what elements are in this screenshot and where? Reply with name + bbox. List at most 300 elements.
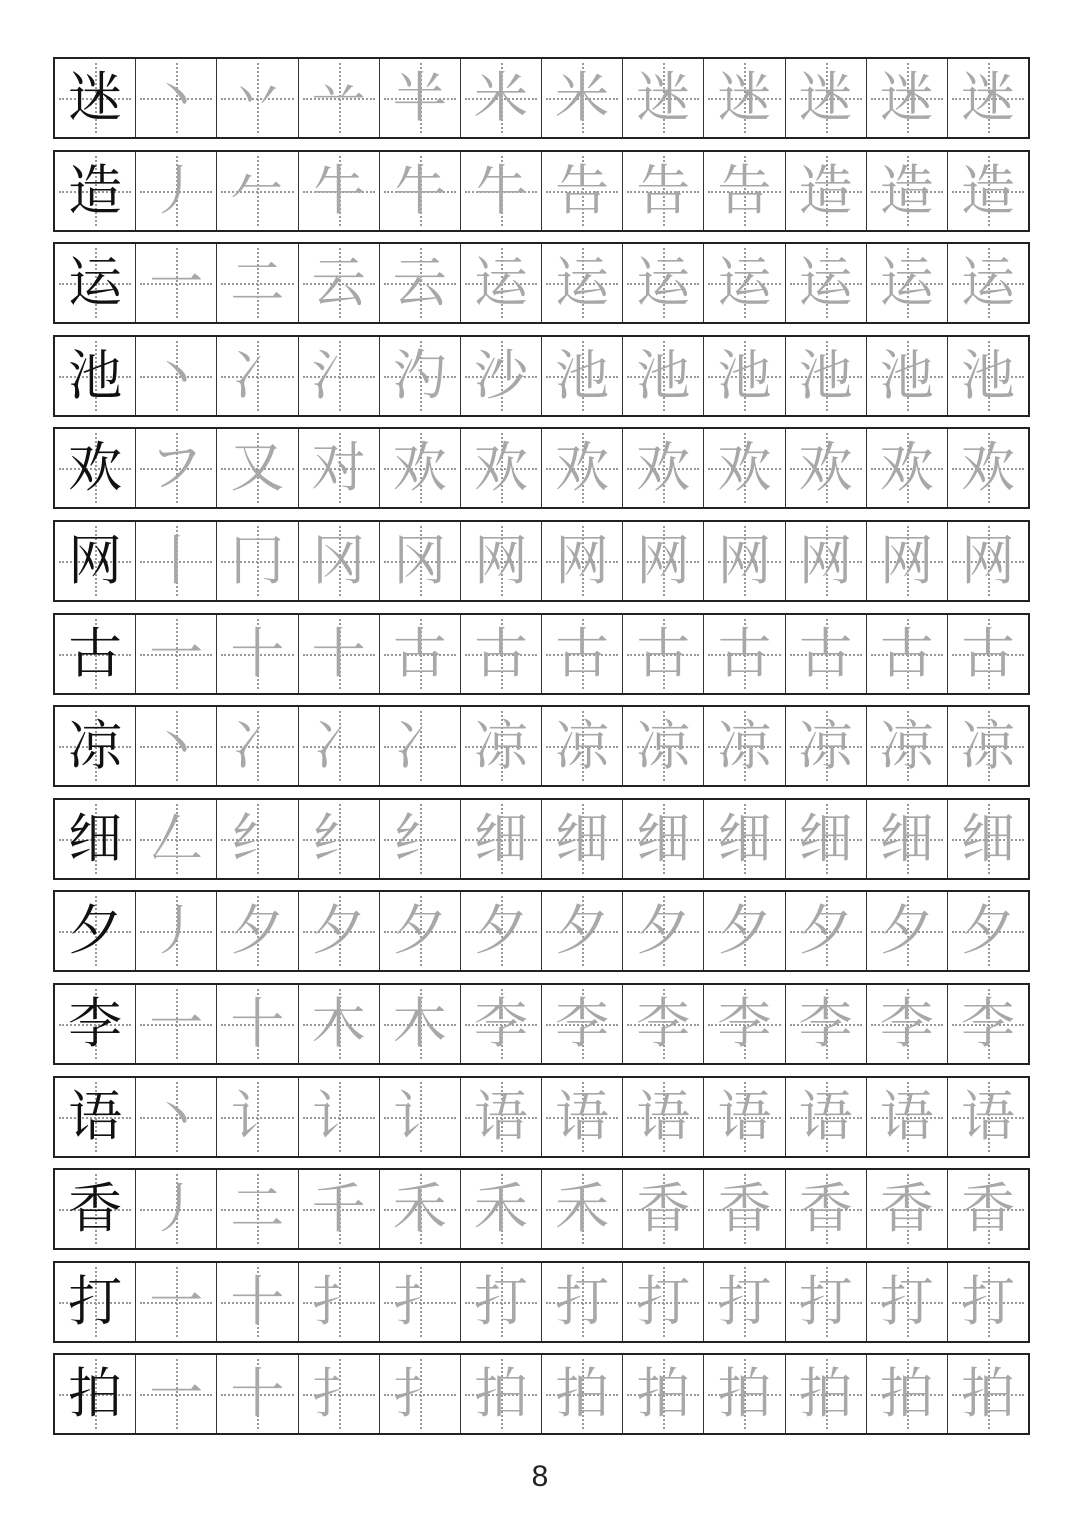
model-character: 欢 [68,436,123,500]
stroke-step-cell [135,800,216,878]
stroke-step-character: 䒑 [311,66,366,129]
stroke-step-cell [298,244,379,322]
stroke-step-character: 拍 [960,1362,1015,1426]
stroke-step-character: 打 [879,1269,934,1333]
stroke-step-character: 欢 [960,436,1015,500]
stroke-step-cell [947,152,1028,230]
stroke-step-cell [785,800,866,878]
practice-row [53,335,1030,417]
stroke-step-cell [298,522,379,600]
stroke-step-character: 古 [879,621,934,685]
stroke-step-character: 凉 [879,714,934,778]
stroke-step-character: 迷 [798,66,853,129]
stroke-step-character: 李 [717,992,772,1055]
stroke-step-cell [541,337,622,415]
model-character: 古 [68,621,123,685]
stroke-step-cell [216,244,297,322]
stroke-step-character: 对 [311,436,366,500]
stroke-step-cell [379,1078,460,1156]
stroke-step-character: 李 [960,992,1015,1055]
stroke-step-cell [460,985,541,1063]
stroke-step-character: 扌 [311,1362,366,1426]
stroke-step-cell [379,152,460,230]
stroke-step-character: 云 [311,251,366,315]
stroke-step-cell [703,1170,784,1248]
stroke-step-cell [216,707,297,785]
stroke-step-cell [866,985,947,1063]
stroke-step-cell [460,1355,541,1433]
stroke-step-cell [379,429,460,507]
stroke-step-character: 夕 [636,899,691,963]
stroke-step-character: 冈 [311,529,366,592]
stroke-step-character: 香 [879,1177,934,1241]
stroke-step-cell [541,522,622,600]
stroke-step-cell [622,1355,703,1433]
stroke-step-cell [135,429,216,507]
stroke-step-character: 细 [960,806,1015,870]
stroke-step-cell [135,985,216,1063]
stroke-step-character: 欢 [798,436,853,500]
stroke-step-cell [541,985,622,1063]
stroke-step-character: 运 [879,251,934,315]
stroke-step-character: 凉 [555,714,610,778]
stroke-step-cell [216,59,297,137]
stroke-step-character: 牛 [311,158,366,222]
model-character: 夕 [68,899,123,963]
stroke-step-character: 讠 [230,1084,285,1148]
stroke-step-character: 氵 [311,343,366,407]
practice-row [53,890,1030,972]
stroke-step-character: 半 [392,66,447,129]
stroke-step-character: 告 [555,158,610,222]
stroke-step-character: 冫 [230,714,285,778]
stroke-step-cell [703,1078,784,1156]
model-cell [55,892,135,970]
stroke-step-character: 十 [230,1269,285,1333]
stroke-step-character: 语 [473,1084,528,1148]
stroke-step-character: 网 [960,529,1015,592]
stroke-step-character: 语 [798,1084,853,1148]
stroke-step-cell [947,429,1028,507]
stroke-step-cell [216,800,297,878]
stroke-step-character: 打 [636,1269,691,1333]
stroke-step-character: 凉 [636,714,691,778]
stroke-step-character: 池 [636,343,691,407]
stroke-step-character: 冫 [311,714,366,778]
practice-row [53,1353,1030,1435]
stroke-step-character: 欢 [555,436,610,500]
stroke-step-character: 造 [798,158,853,222]
stroke-step-cell [298,1263,379,1341]
stroke-step-cell [947,522,1028,600]
model-cell [55,985,135,1063]
stroke-step-cell [298,59,379,137]
stroke-step-character: 池 [960,343,1015,407]
stroke-step-character: 夕 [879,899,934,963]
stroke-step-cell [298,985,379,1063]
stroke-step-character: 香 [636,1177,691,1241]
stroke-step-cell [785,59,866,137]
stroke-step-cell [541,1355,622,1433]
stroke-step-cell [298,892,379,970]
stroke-step-cell [135,1078,216,1156]
model-cell [55,1170,135,1248]
stroke-step-character: 打 [960,1269,1015,1333]
stroke-step-cell [622,522,703,600]
stroke-step-character: 香 [798,1177,853,1241]
stroke-step-character: 池 [555,343,610,407]
page-number: 8 [531,1460,549,1493]
stroke-step-cell [216,892,297,970]
stroke-step-cell [541,244,622,322]
stroke-step-character: 米 [473,66,528,129]
stroke-step-cell [460,59,541,137]
stroke-step-character: 拍 [473,1362,528,1426]
stroke-step-character: 打 [473,1269,528,1333]
stroke-step-cell [379,615,460,693]
stroke-step-character: 凉 [717,714,772,778]
stroke-step-character: 拍 [555,1362,610,1426]
model-cell [55,800,135,878]
stroke-step-cell [460,800,541,878]
stroke-step-cell [866,1355,947,1433]
stroke-step-cell [379,522,460,600]
model-character: 香 [68,1177,123,1241]
stroke-step-cell [135,1355,216,1433]
stroke-step-character: 夕 [717,899,772,963]
stroke-step-character: 丶 [149,66,204,129]
stroke-step-character: 细 [717,806,772,870]
model-cell [55,522,135,600]
stroke-step-character: 木 [311,992,366,1055]
stroke-step-character: 拍 [636,1362,691,1426]
stroke-step-character: 告 [717,158,772,222]
stroke-step-cell [135,707,216,785]
stroke-step-character: 李 [879,992,934,1055]
stroke-step-character: 古 [636,621,691,685]
model-cell [55,152,135,230]
stroke-step-cell [785,337,866,415]
stroke-step-character: 扌 [392,1269,447,1333]
stroke-step-cell [541,152,622,230]
model-cell [55,707,135,785]
stroke-step-character: 告 [636,158,691,222]
stroke-step-character: 讠 [311,1084,366,1148]
stroke-step-cell [866,522,947,600]
stroke-step-cell [379,707,460,785]
stroke-step-cell [785,615,866,693]
stroke-step-cell [947,337,1028,415]
stroke-step-cell [622,707,703,785]
stroke-step-cell [298,337,379,415]
stroke-step-character: 冫 [392,714,447,778]
stroke-step-cell [298,429,379,507]
model-character: 李 [68,992,123,1055]
stroke-step-character: 凉 [960,714,1015,778]
stroke-step-character: 丿 [149,158,204,222]
stroke-step-cell [703,985,784,1063]
model-character: 凉 [68,714,123,778]
stroke-step-cell [703,892,784,970]
stroke-step-cell [866,1170,947,1248]
practice-row [53,1168,1030,1250]
stroke-step-cell [785,152,866,230]
stroke-step-character: 池 [717,343,772,407]
stroke-step-cell [135,152,216,230]
stroke-step-cell [703,707,784,785]
practice-row [53,983,1030,1065]
stroke-step-cell [216,985,297,1063]
practice-row [53,57,1030,139]
stroke-step-cell [541,615,622,693]
stroke-step-cell [947,59,1028,137]
stroke-step-character: 冂 [230,529,285,592]
stroke-step-cell [622,59,703,137]
stroke-step-cell [785,892,866,970]
model-character: 打 [68,1269,123,1333]
stroke-step-cell [785,985,866,1063]
stroke-step-character: 凉 [473,714,528,778]
stroke-step-cell [379,892,460,970]
stroke-step-cell [866,707,947,785]
stroke-step-character: 冫 [230,343,285,407]
model-cell [55,1078,135,1156]
stroke-step-cell [298,615,379,693]
stroke-step-cell [785,1355,866,1433]
stroke-step-cell [947,1263,1028,1341]
stroke-step-character: 二 [230,251,285,315]
stroke-step-character: 十 [230,1362,285,1426]
stroke-step-cell [460,244,541,322]
model-character: 语 [68,1084,123,1148]
stroke-step-cell [298,707,379,785]
stroke-step-cell [460,892,541,970]
stroke-step-character: 网 [879,529,934,592]
stroke-step-cell [379,244,460,322]
stroke-step-cell [866,615,947,693]
stroke-step-character: 语 [717,1084,772,1148]
stroke-step-character: 古 [717,621,772,685]
stroke-step-character: 禾 [392,1177,447,1241]
practice-row [53,1261,1030,1343]
stroke-step-cell [703,429,784,507]
stroke-step-character: 扌 [392,1362,447,1426]
stroke-step-cell [866,337,947,415]
stroke-step-character: 细 [473,806,528,870]
stroke-step-character: 丷 [230,66,285,129]
stroke-step-cell [298,800,379,878]
stroke-step-character: 运 [960,251,1015,315]
stroke-step-character: 十 [230,621,285,685]
stroke-step-character: 打 [555,1269,610,1333]
stroke-step-character: 细 [879,806,934,870]
stroke-step-character: 一 [149,621,204,685]
stroke-step-character: 细 [636,806,691,870]
stroke-step-character: 李 [473,992,528,1055]
stroke-step-character: 木 [392,992,447,1055]
stroke-step-character: 网 [473,529,528,592]
model-cell [55,337,135,415]
stroke-step-cell [703,800,784,878]
stroke-step-character: 打 [798,1269,853,1333]
stroke-step-character: 沙 [473,343,528,407]
stroke-step-cell [703,152,784,230]
model-character: 迷 [68,66,123,129]
stroke-step-character: 网 [717,529,772,592]
stroke-step-cell [216,1263,297,1341]
stroke-step-cell [703,1355,784,1433]
stroke-step-cell [541,707,622,785]
stroke-step-character: 一 [149,1269,204,1333]
stroke-step-cell [216,152,297,230]
stroke-step-cell [622,1170,703,1248]
stroke-step-character: 禾 [473,1177,528,1241]
stroke-step-character: 迷 [717,66,772,129]
stroke-step-cell [460,1263,541,1341]
stroke-step-cell [703,522,784,600]
stroke-step-character: 语 [960,1084,1015,1148]
practice-row [53,427,1030,509]
stroke-step-cell [785,1263,866,1341]
practice-row [53,705,1030,787]
model-character: 细 [68,806,123,870]
stroke-step-character: 香 [960,1177,1015,1241]
stroke-step-cell [379,1355,460,1433]
stroke-step-cell [866,1263,947,1341]
stroke-step-character: 运 [636,251,691,315]
stroke-step-cell [135,1170,216,1248]
stroke-step-cell [135,892,216,970]
model-cell [55,1263,135,1341]
stroke-step-cell [541,59,622,137]
stroke-step-character: 古 [473,621,528,685]
stroke-step-cell [947,1355,1028,1433]
stroke-step-cell [298,1078,379,1156]
stroke-step-cell [785,244,866,322]
stroke-step-character: 二 [230,1177,285,1241]
stroke-step-cell [216,1170,297,1248]
stroke-step-character: 拍 [717,1362,772,1426]
stroke-step-cell [866,244,947,322]
stroke-step-cell [541,892,622,970]
stroke-step-character: 一 [149,1362,204,1426]
model-character: 造 [68,158,123,222]
model-character: 拍 [68,1362,123,1426]
stroke-step-character: フ [149,436,204,500]
stroke-step-cell [622,244,703,322]
stroke-step-character: 打 [717,1269,772,1333]
stroke-step-cell [622,985,703,1063]
stroke-step-cell [622,337,703,415]
stroke-step-cell [622,429,703,507]
stroke-step-character: 李 [636,992,691,1055]
stroke-step-cell [135,244,216,322]
stroke-step-cell [379,985,460,1063]
stroke-step-cell [298,152,379,230]
stroke-step-character: 细 [555,806,610,870]
stroke-step-cell [298,1170,379,1248]
stroke-step-cell [947,707,1028,785]
stroke-step-character: 一 [149,992,204,1055]
stroke-step-cell [541,1170,622,1248]
stroke-step-character: 迷 [960,66,1015,129]
practice-row [53,613,1030,695]
stroke-step-character: 扌 [311,1269,366,1333]
stroke-step-cell [216,522,297,600]
stroke-step-cell [460,152,541,230]
stroke-step-cell [460,615,541,693]
stroke-step-cell [866,59,947,137]
stroke-step-cell [947,892,1028,970]
stroke-step-cell [298,1355,379,1433]
stroke-step-character: 冈 [392,529,447,592]
stroke-step-cell [379,337,460,415]
stroke-step-character: 细 [798,806,853,870]
stroke-step-cell [785,429,866,507]
stroke-step-cell [947,1078,1028,1156]
stroke-step-cell [866,892,947,970]
stroke-step-character: 纟 [311,806,366,870]
stroke-step-character: 丿 [149,1177,204,1241]
stroke-step-cell [622,152,703,230]
stroke-step-character: 古 [555,621,610,685]
stroke-step-character: 古 [392,621,447,685]
stroke-step-cell [216,1078,297,1156]
stroke-step-cell [460,1170,541,1248]
stroke-step-character: 凉 [798,714,853,778]
stroke-step-character: 夕 [311,899,366,963]
stroke-step-character: 欢 [717,436,772,500]
practice-row [53,520,1030,602]
model-cell [55,1355,135,1433]
stroke-step-cell [379,1263,460,1341]
stroke-step-character: 香 [717,1177,772,1241]
stroke-step-cell [541,1263,622,1341]
stroke-step-character: 汋 [392,343,447,407]
stroke-step-character: 牛 [473,158,528,222]
stroke-step-cell [785,707,866,785]
stroke-step-character: 拍 [798,1362,853,1426]
stroke-step-character: 丿 [149,899,204,963]
stroke-step-cell [703,615,784,693]
stroke-step-cell [460,707,541,785]
stroke-step-character: 云 [392,251,447,315]
stroke-step-character: 讠 [392,1084,447,1148]
stroke-step-cell [135,615,216,693]
stroke-step-cell [947,615,1028,693]
stroke-step-cell [866,1078,947,1156]
stroke-step-cell [947,800,1028,878]
stroke-step-character: 纟 [392,806,447,870]
stroke-step-character: 拍 [879,1362,934,1426]
stroke-step-character: 夕 [230,899,285,963]
stroke-step-character: 运 [717,251,772,315]
stroke-step-cell [622,1078,703,1156]
model-character: 网 [68,529,123,592]
stroke-step-character: 十 [230,992,285,1055]
stroke-step-character: 丶 [149,1084,204,1148]
stroke-step-cell [460,429,541,507]
practice-row [53,1076,1030,1158]
model-character: 池 [68,343,123,407]
stroke-step-character: 米 [555,66,610,129]
stroke-step-character: 李 [798,992,853,1055]
stroke-step-cell [379,59,460,137]
stroke-step-cell [622,892,703,970]
stroke-step-character: 造 [879,158,934,222]
stroke-step-cell [866,429,947,507]
stroke-step-cell [216,429,297,507]
